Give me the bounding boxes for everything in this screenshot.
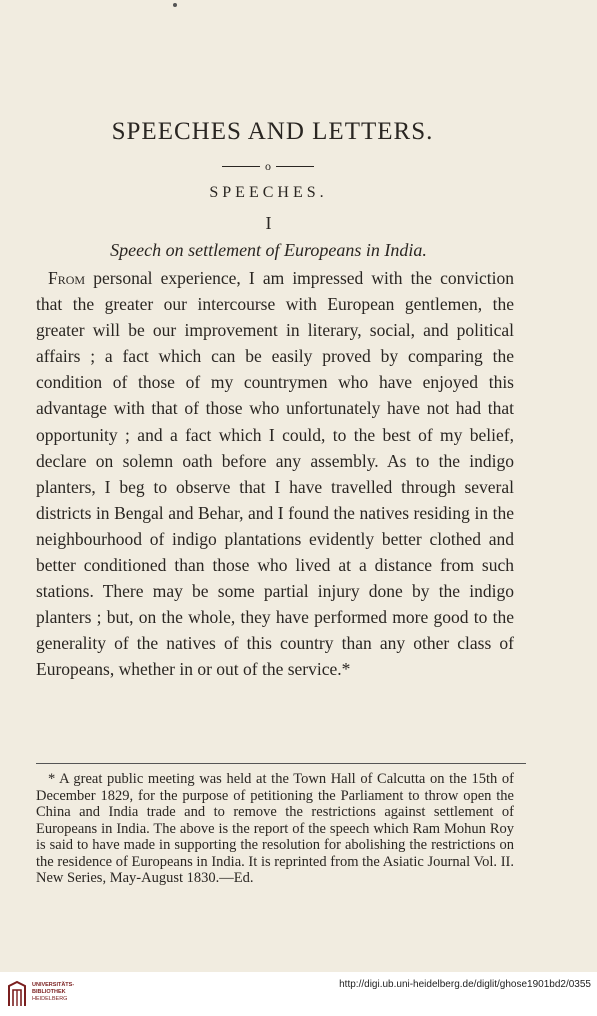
speech-number: I <box>265 213 272 233</box>
footnote-rule <box>36 763 526 764</box>
ink-speck <box>173 3 177 7</box>
title-separator: o <box>218 160 318 172</box>
library-name: UNIVERSITÄTS- BIBLIOTHEK HEIDELBERG <box>32 982 75 1002</box>
page-title: SPEECHES AND LETTERS. <box>111 118 434 145</box>
lead-word: From <box>48 268 86 288</box>
library-footer <box>0 972 597 1016</box>
speech-subtitle: Speech on settlement of Europeans in India. <box>110 240 427 260</box>
source-url-link[interactable]: http://digi.ub.uni-heidelberg.de/diglit/ghose1901bd2/0355 <box>339 979 591 990</box>
section-heading: SPEECHES. <box>209 184 328 201</box>
library-logo-icon <box>7 980 27 1008</box>
footnote: * A great public meeting was held at the Town Hall of Calcutta on the 15th of December 1829, for the purpose of petitioning the Parliament to throw open the China and India trade and to remove the restrictions against settlement of Europeans in India. The above is the report of the speech which Ram Mohun Roy is said to have made in supporting the resolution for abolishing the restrictions on the residence of Europeans in India. It is reprinted from the Asiatic Journal Vol. II. New Series, May-August 1830.—Ed. <box>36 771 514 886</box>
body-text: personal experience, I am impressed with the conviction that the greater our intercourse with European gentlemen, the greater will be our improvement in literary, social, and political affairs ; a fact which can be easily proved by comparing the condition of those of my countrymen who have enjoyed this advantage with that of those who unfortunately have not had that opportunity ; and a fact which I could, to the best of my belief, declare on solemn oath before any assembly. As to the indigo planters, I beg to observe that I have travelled through several districts in Bengal and Behar, and I found the natives residing in the neighbourhood of indigo plantations evidently better clothed and better conditioned than those who lived at a distance from such stations. There may be some partial injury done by the indigo planters ; but, on the whole, they have performed more good to the generality of the natives of this country than any other class of Europeans, whether in or out of the service.* <box>36 268 514 680</box>
body-paragraph <box>36 265 514 683</box>
